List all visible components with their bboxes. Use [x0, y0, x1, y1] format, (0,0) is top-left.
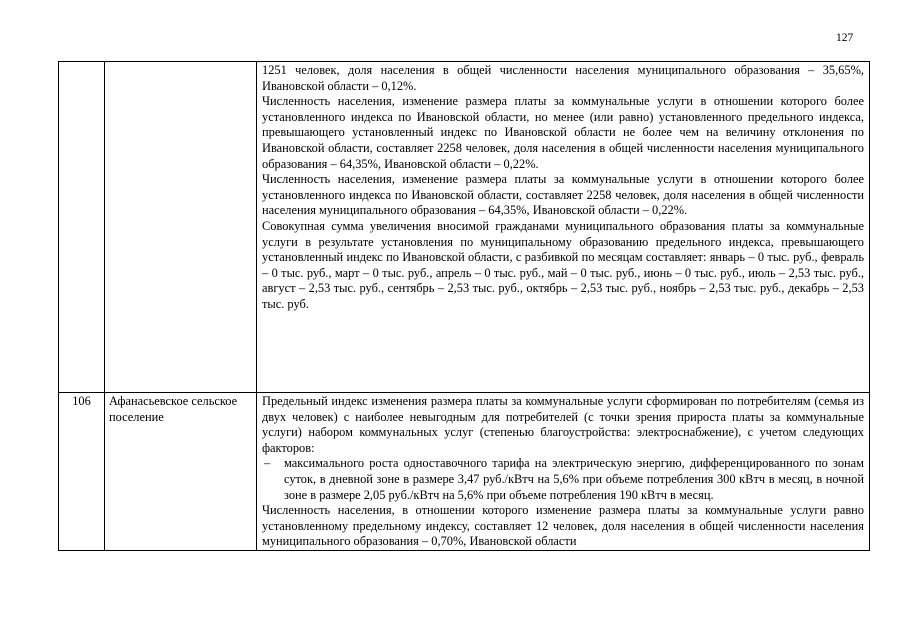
- table-row: [59, 62, 870, 393]
- paragraph: Совокупная сумма увеличения вносимой гражданами муниципального образования платы за коммунальные услуги в результате установления по муниципальному образованию предельного индекса, превышающего установленный индекс по Ивановской области, с разбивкой по месяцам составляет: январь – 0 тыс. руб., февраль – 0 тыс. руб., март – 0 тыс. руб., апрель – 0 тыс. руб., май – 0 тыс. руб., июнь – 0 тыс. руб., июль – 2,53 тыс. руб., август – 2,53 тыс. руб., сентябрь – 2,53 тыс. руб., октябрь – 2,53 тыс. руб., ноябрь – 2,53 тыс. руб., декабрь – 2,53 тыс. руб.: [262, 218, 864, 311]
- list-item: – максимального роста одноставочного тарифа на электрическую энергию, дифференцированного по зонам суток, в дневной зоне в размере 3,47 руб./кВтч на 5,6% при объеме потребления 300 кВтч в месяц, в ночной зоне в размере 2,05 руб./кВтч на 5,6% при объеме потребления 190 кВтч в месяц.: [284, 456, 864, 503]
- municipality-name-cell: Афанасьевское сельское поселение: [105, 393, 257, 551]
- paragraph: Численность населения, изменение размера платы за коммунальные услуги в отношении которого более установленного индекса по Ивановской области, составляет 2258 человек, доля населения в общей численности населения муниципального образования – 64,35%, Ивановской области – 0,22%.: [262, 172, 864, 218]
- paragraph: Численность населения, изменение размера платы за коммунальные услуги в отношении которого более установленного индекса по Ивановской области, но менее (или равно) установленного предельного индекса, превышающего установленный индекс по Ивановской области не более чем на величину отклонения по Ивановской области, составляет 2258 человек, доля населения в общей численности населения муниципального образования – 64,35%, Ивановской области – 0,22%.: [262, 94, 864, 171]
- description-cell: [257, 393, 870, 551]
- paragraph: Численность населения, в отношении которого изменение размера платы за коммунальные услуги равно установленному предельному индексу, составляет 12 человек, доля населения в общей численности населения муниципального образования – 0,70%, Ивановской области: [262, 503, 864, 549]
- paragraph: 1251 человек, доля населения в общей численности населения муниципального образования – 35,65%, Ивановской области – 0,12%.: [262, 63, 864, 93]
- paragraph: Предельный индекс изменения размера платы за коммунальные услуги сформирован по потребителям (семья из двух человек) с наиболее невыгодным для потребителей (с точки зрения прироста платы за коммунальные услуги) набором коммунальных услуг (степенью благоустройства: электроснабжение), с учетом следующих факторов:: [262, 394, 864, 455]
- description-cell: [257, 62, 870, 393]
- factor-list: [262, 456, 864, 503]
- page-number: 127: [836, 32, 854, 44]
- table-row: [59, 393, 870, 551]
- municipality-name-cell: [105, 62, 257, 393]
- municipal-index-table: [58, 61, 870, 551]
- row-number-cell: 106: [59, 393, 105, 551]
- row-number-cell: [59, 62, 105, 393]
